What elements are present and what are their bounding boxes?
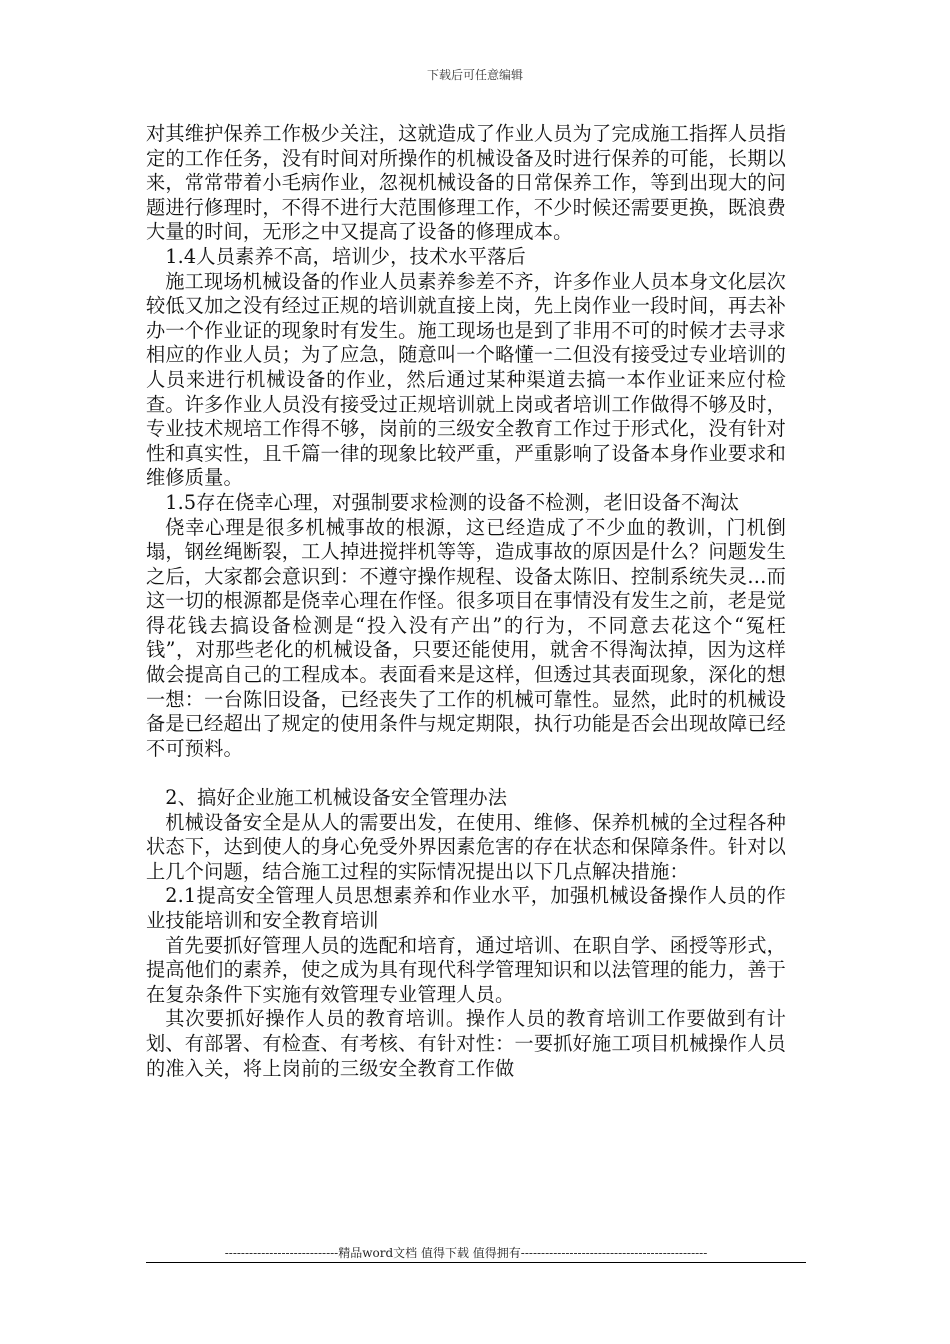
paragraph-2-1-body-a: 首先要抓好管理人员的选配和培育，通过培训、在职自学、函授等形式，提高他们的素养，使之成为具有现代科学管理知识和以法管理的能力，善于在复杂条件下实施有效管理专业管理人员。 <box>146 933 786 1006</box>
section-heading-2: 2、搞好企业施工机械设备安全管理办法 <box>165 786 508 810</box>
paragraph-2-1-body-b: 其次要抓好操作人员的教育培训。操作人员的教育培训工作要做到有计划、有部署、有检查、有考核、有针对性：一要抓好施工项目机械操作人员的准入关，将上岗前的三级安全教育工作做 <box>146 1007 786 1080</box>
paragraph-1-4-body: 施工现场机械设备的作业人员素养参差不齐，许多作业人员本身文化层次较低又加之没有经过正规的培训就直接上岗，先上岗作业一段时间，再去补办一个作业证的现象时有发生。施工现场也是到了非用不可的时候才去寻求相应的作业人员；为了应急，随意叫一个略懂一二但没有接受过专业培训的人员来进行机械设备的作业，然后通过某种渠道去搞一本作业证来应付检查。许多作业人员没有接受过正规培训就上岗或者培训工作做得不够及时，专业技术规培工作得不够，岗前的三级安全教育工作过于形式化，没有针对性和真实性，且千篇一律的现象比较严重，严重影响了设备本身作业要求和维修质量。 <box>146 269 786 490</box>
paragraph-continued: 对其维护保养工作极少关注，这就造成了作业人员为了完成施工指挥人员指定的工作任务，没有时间对所操作的机械设备及时进行保养的可能，长期以来，常常带着小毛病作业，忽视机械设备的日常保养工作，等到出现大的问题进行修理时，不得不进行大范围修理工作，不少时候还需要更换，既浪费大量的时间，无形之中又提高了设备的修理成本。 <box>146 122 786 244</box>
paragraph-2-body: 机械设备安全是从人的需要出发，在使用、维修、保养机械的全过程各种状态下，达到使人的身心免受外界因素危害的存在状态和保障条件。针对以上几个问题，结合施工过程的实际情况提出以下几点解决措施： <box>146 810 786 883</box>
header-note: 下载后可任意编辑 <box>426 68 523 82</box>
paragraph-1-5-body: 侥幸心理是很多机械事故的根源，这已经造成了不少血的教训，门机倒塌，钢丝绳断裂，工人掉进搅拌机等等，造成事故的原因是什么？问题发生之后，大家都会意识到：不遵守操作规程、设备太陈旧、控制系统失灵…而这一切的根源都是侥幸心理在作怪。很多项目在事情没有发生之前，老是觉得花钱去搞设备检测是“投入没有产出”的行为，不同意去花这个“冤枉钱”，对那些老化的机械设备，只要还能使用，就舍不得淘汰掉，因为这样做会提高自己的工程成本。表面看来是这样，但透过其表面现象，深化的想一想：一台陈旧设备，已经丧失了工作的机械可靠性。显然，此时的机械设备是已经超出了规定的使用条件与规定期限，执行功能是否会出现故障已经不可预料。 <box>146 515 786 760</box>
section-heading-2-1: 2.1提高安全管理人员思想素养和作业水平，加强机械设备操作人员的作业技能培训和安全教育培训 <box>146 884 786 932</box>
section-heading-1-5: 1.5存在侥幸心理，对强制要求检测的设备不检测，老旧设备不淘汰 <box>165 490 740 514</box>
footer-note: ----------------------------精品word文档 值得下载 值得拥有---------------------------------------------- <box>224 1246 708 1260</box>
document-body <box>146 122 786 1081</box>
footer-divider <box>146 1262 806 1263</box>
section-heading-1-4: 1.4人员素养不高，培训少，技术水平落后 <box>165 244 526 268</box>
